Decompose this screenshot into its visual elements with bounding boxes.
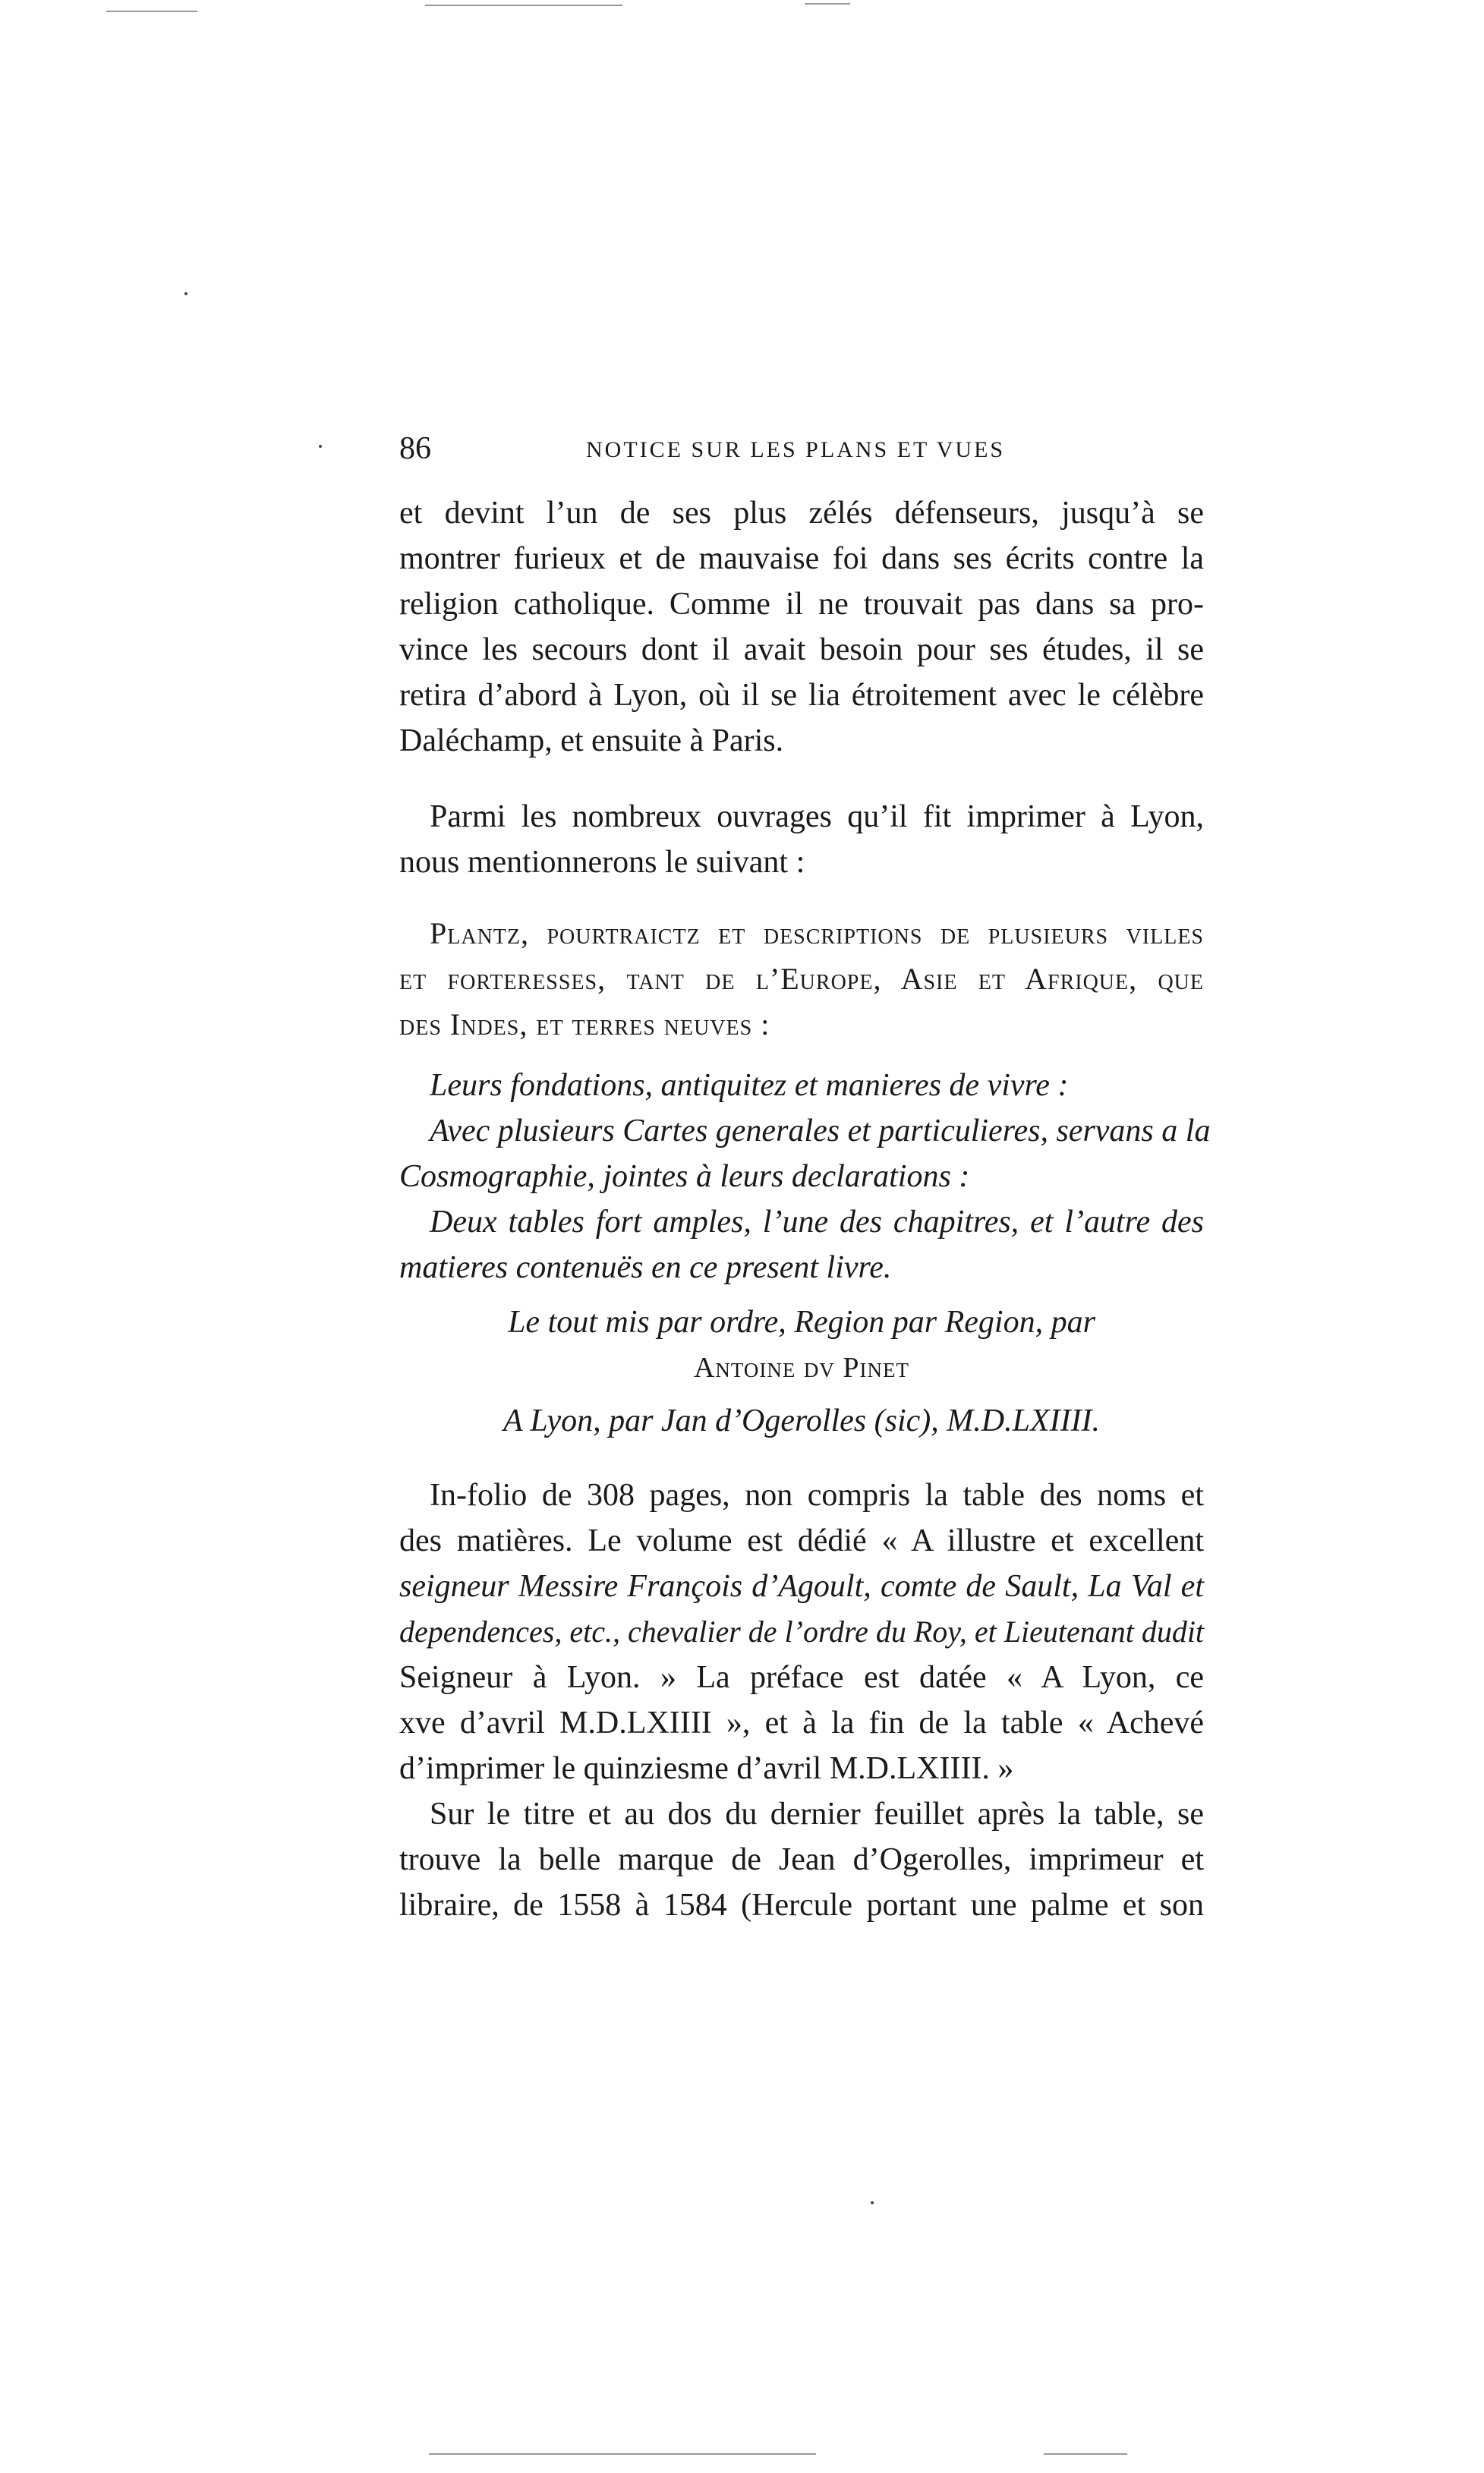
- book-title: [399, 911, 1204, 1047]
- text-line: xve d’avril M.D.LXIIII », et à la fin de la table « Achevé: [399, 1706, 1204, 1741]
- scan-edge-mark: [106, 11, 197, 12]
- author-name: Antoine dv Pinet: [693, 1352, 910, 1384]
- scan-speck: [184, 292, 187, 295]
- scan-speck: [319, 445, 322, 448]
- text-line: libraire, de 1558 à 1584 (Hercule portant une palme et son: [399, 1888, 1204, 1923]
- text-line: retira d’abord à Lyon, où il se lia étroitement avec le célèbre: [399, 678, 1204, 713]
- text-line: Avec plusieurs Cartes generales et particulieres, servans a la: [430, 1114, 1211, 1148]
- text-line: Deux tables fort amples, l’une des chapitres, et l’autre des: [430, 1205, 1204, 1240]
- text-line: dependences, etc., chevalier de l’ordre du Roy, et Lieutenant dudit: [399, 1615, 1205, 1649]
- paragraph: [399, 794, 1204, 885]
- text-line: In-folio de 308 pages, non compris la table des noms et: [430, 1478, 1204, 1513]
- scan-edge-mark: [805, 3, 850, 5]
- text-line: et forteresses, tant de l’Europe, Asie et Afrique, que: [399, 962, 1204, 996]
- text-line: trouve la belle marque de Jean d’Ogerolles, imprimeur et: [399, 1842, 1204, 1877]
- book-subtitle: [399, 1063, 1211, 1290]
- text-line: des matières. Le volume est dédié « A illustre et excellent: [399, 1523, 1204, 1558]
- running-title: NOTICE SUR LES PLANS ET VUES: [586, 437, 1006, 462]
- text-line: Cosmographie, jointes à leurs declarations :: [399, 1159, 970, 1194]
- text-line: nous mentionnerons le suivant :: [399, 845, 805, 880]
- text-line: matieres contenuës en ce present livre.: [399, 1250, 892, 1285]
- text-line: d’imprimer le quinziesme d’avril M.D.LXIIII. »: [399, 1751, 1014, 1786]
- text-line: montrer furieux et de mauvaise foi dans ses écrits contre la: [399, 541, 1204, 576]
- imprint: A Lyon, par Jan d’Ogerolles (sic), M.D.LXIIII.: [503, 1403, 1101, 1438]
- scan-speck: [871, 2201, 874, 2204]
- text-line: religion catholique. Comme il ne trouvait pas dans sa pro-: [399, 587, 1204, 622]
- text-line: vince les secours dont il avait besoin pour ses études, il se: [399, 632, 1204, 667]
- author-imprint: [399, 1300, 1204, 1444]
- text-line: Sur le titre et au dos du dernier feuillet après la table, se: [430, 1797, 1204, 1832]
- scan-edge-mark: [1044, 2453, 1127, 2455]
- page-number: 86: [399, 431, 431, 466]
- paragraph: [399, 490, 1204, 764]
- text-line: et devint l’un de ses plus zélés défenseurs, jusqu’à se: [399, 496, 1204, 531]
- author-line: Le tout mis par ordre, Region par Region, par: [508, 1305, 1095, 1340]
- text-line: Plantz, pourtraictz et descriptions de plusieurs villes: [430, 916, 1204, 950]
- text-line: Daléchamp, et ensuite à Paris.: [399, 723, 784, 758]
- scan-edge-mark: [425, 5, 622, 6]
- text-line: des Indes, et terres neuves :: [399, 1007, 770, 1041]
- paragraph: [399, 1791, 1204, 1928]
- scan-edge-mark: [429, 2453, 816, 2455]
- text-line: Leurs fondations, antiquitez et manieres de vivre :: [430, 1068, 1069, 1103]
- text-line: Parmi les nombreux ouvrages qu’il fit imprimer à Lyon,: [430, 799, 1204, 834]
- paragraph: [399, 1473, 1204, 1791]
- text-line: seigneur Messire François d’Agoult, comte de Sault, La Val et: [399, 1569, 1204, 1604]
- text-line: Seigneur à Lyon. » La préface est datée « A Lyon, ce: [399, 1660, 1204, 1695]
- page-header: [399, 430, 1204, 468]
